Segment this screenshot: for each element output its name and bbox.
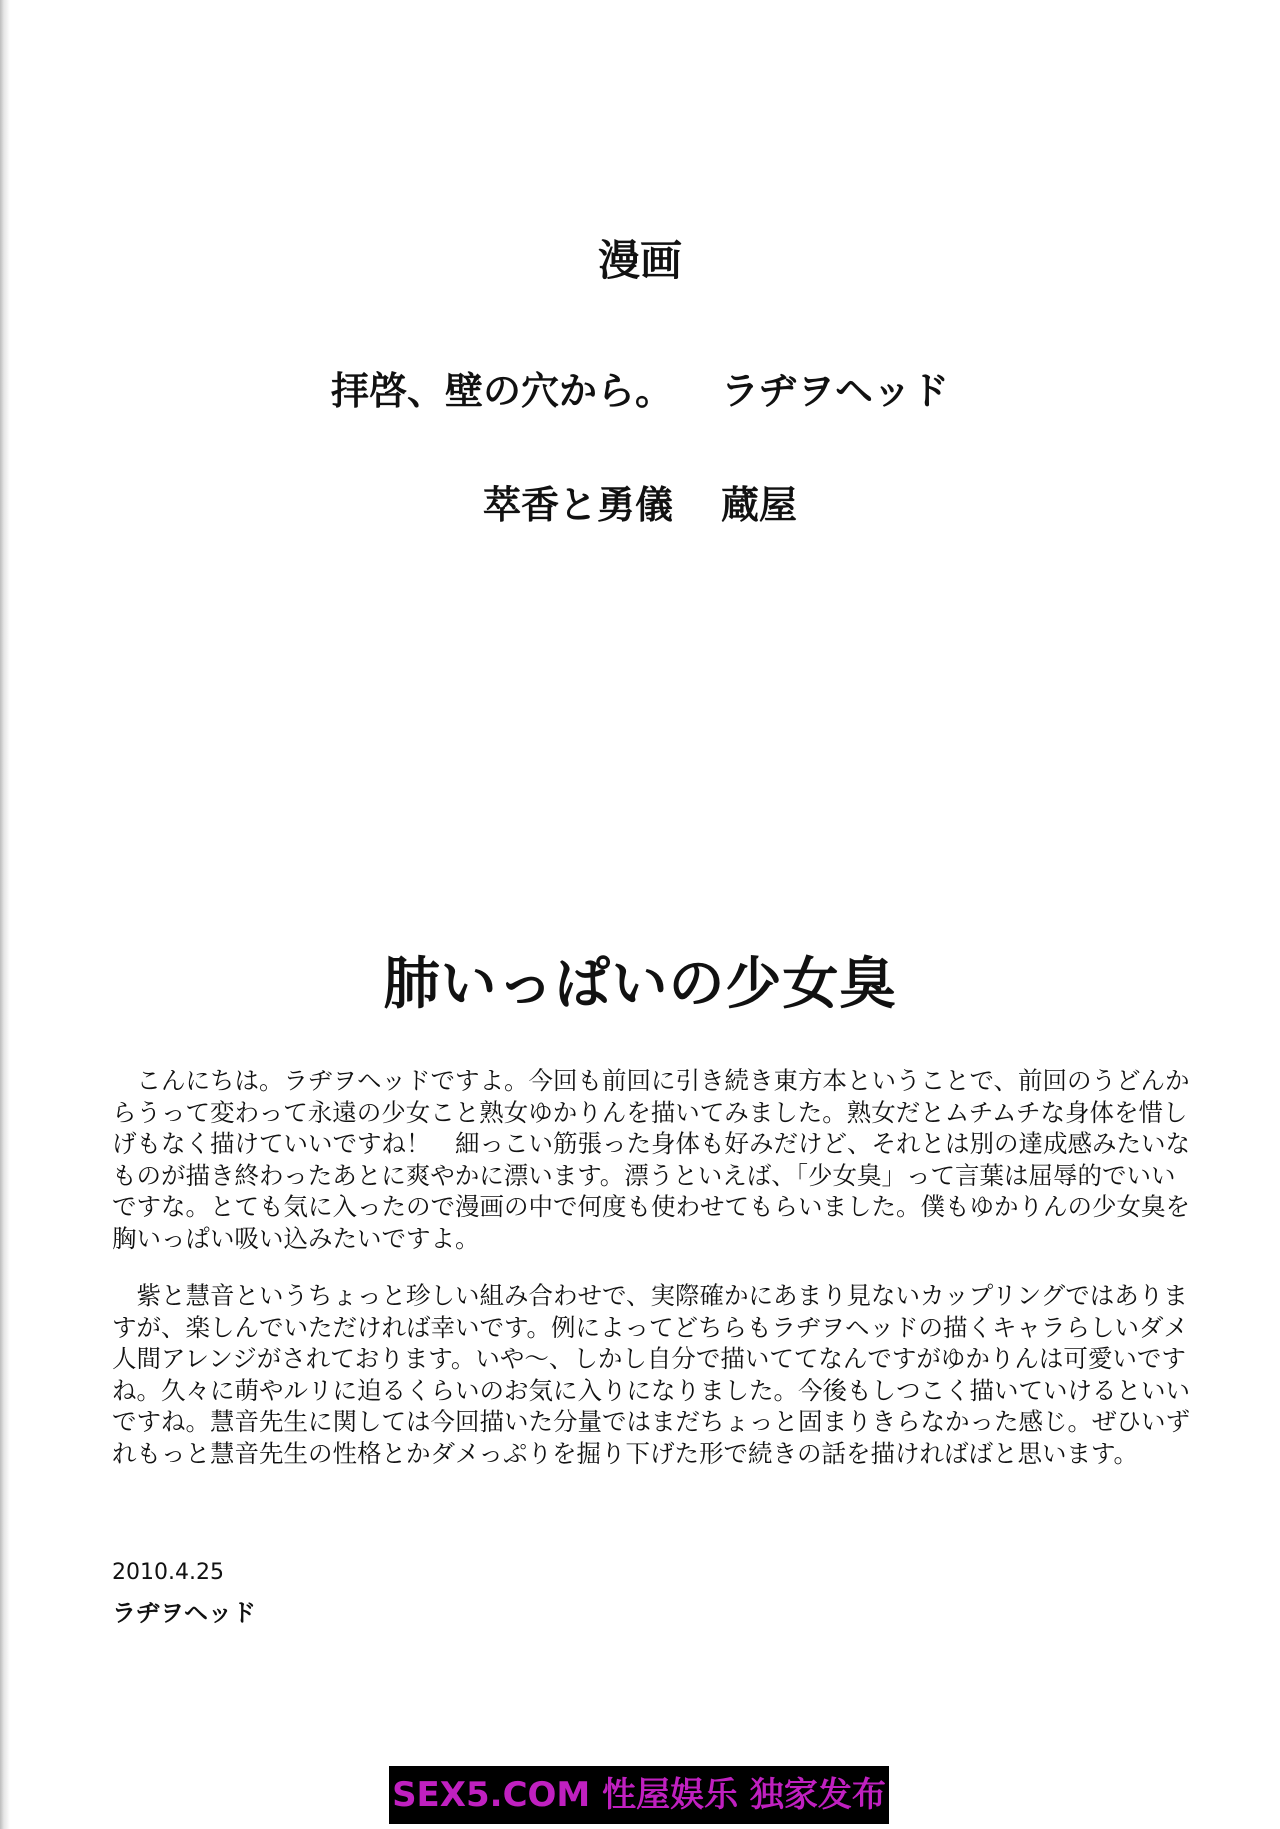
story-title: 肺いっぱいの少女臭 — [383, 952, 897, 1017]
credit-title: 萃香と勇儀 — [482, 483, 673, 527]
afterword-paragraph: こんにちは。ラヂヲヘッドですよ。今回も前回に引き続き東方本ということで、前回のうどんからうって変わって永遠の少女こと熟女ゆかりんを描いてみました。熟女だとムチムチな身体を惜しげもなく描けていいですね！ 細っこい筋張った身体も好みだけど、それとは別の達成感みたいなものが描き終わったあとに爽やかに漂います。漂うといえば、「少女臭」って言葉は屈辱的でいいですな。とても気に入ったので漫画の中で何度も使わせてもらいました。僕もゆかりんの少女臭を胸いっぱい吸い込みたいですよ。 — [112, 1066, 1190, 1253]
section-title: 漫画 — [597, 236, 682, 285]
afterword-date: 2010.4.25 — [112, 1560, 224, 1585]
credit-line — [0, 360, 1280, 415]
afterword-signature: ラヂヲヘッド — [112, 1599, 256, 1627]
credit-title: 拝啓、壁の穴から。 — [330, 369, 673, 413]
credit-author: ラヂヲヘッド — [721, 369, 950, 413]
watermark-banner: SEX5.COM 性屋娱乐 独家发布 — [389, 1766, 889, 1824]
credit-author: 蔵屋 — [721, 483, 798, 527]
afterword-paragraph: 紫と慧音というちょっと珍しい組み合わせで、実際確かにあまり見ないカップリングではありますが、楽しんでいただければ幸いです。例によってどちらもラヂヲヘッドの描くキャラらしいダメ人間アレンジがされております。いや〜、しかし自分で描いててなんですがゆかりんは可愛いですね。久々に萌やルリに迫るくらいのお気に入りになりました。今後もしつこく描いていけるといいですね。慧音先生に関しては今回描いた分量ではまだちょっと固まりきらなかった感じ。ぜひいずれもっと慧音先生の性格とかダメっぷりを掘り下げた形で続きの話を描ければばと思います。 — [112, 1281, 1190, 1468]
credit-line — [0, 474, 1280, 529]
